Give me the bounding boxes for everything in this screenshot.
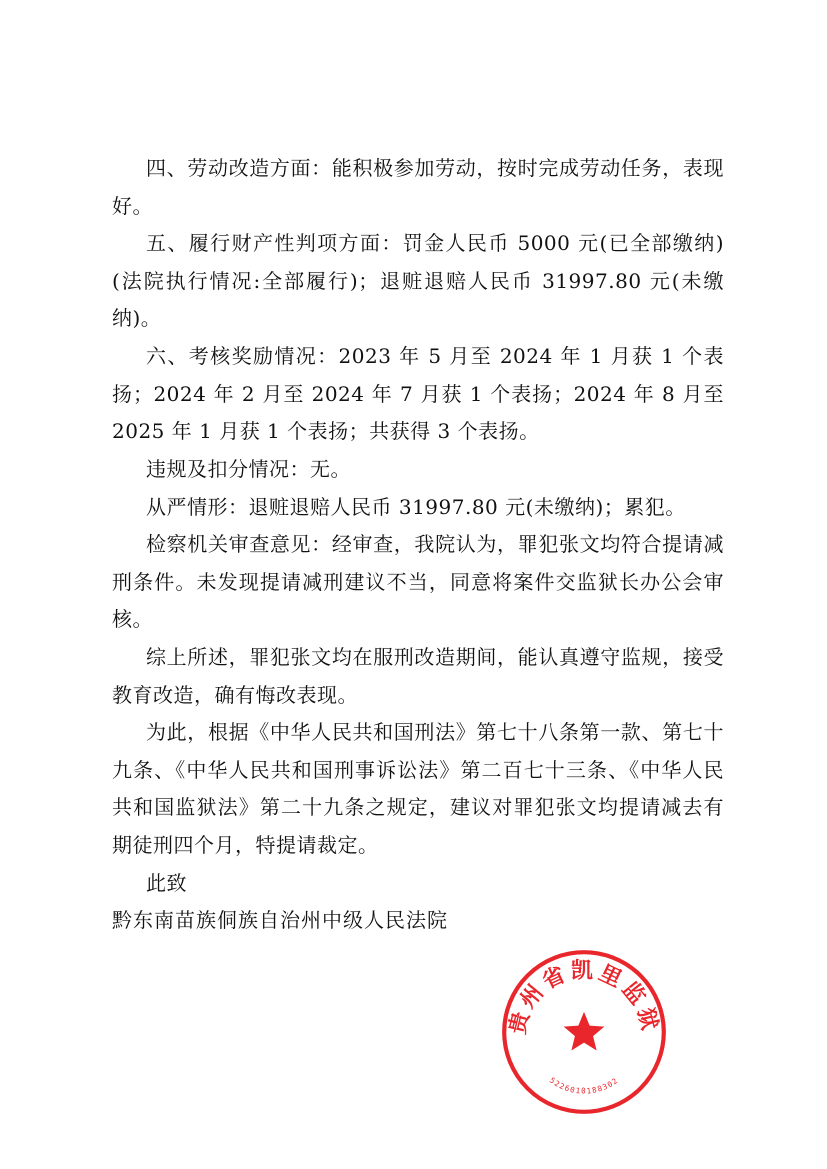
paragraph-aggravating: 从严情形：退赃退赔人民币 31997.80 元(未缴纳)；累犯。 xyxy=(146,495,686,519)
paragraph-labor: 四、劳动改造方面：能积极参加劳动，按时完成劳动任务，表现好。 xyxy=(112,156,724,218)
paragraph-summary: 综上所述，罪犯张文均在服刑改造期间，能认真遵守监规，接受教育改造，确有悔改表现。 xyxy=(112,645,724,707)
seal-text: 贵州省凯里监狱 xyxy=(505,958,663,1037)
addressee-court: 黔东南苗族侗族自治州中级人民法院 xyxy=(112,908,448,932)
paragraph-violations: 违规及扣分情况：无。 xyxy=(146,457,351,481)
seal-code: 5226010188302 xyxy=(547,1075,621,1096)
paragraph-closing: 此致 xyxy=(146,871,187,895)
paragraph-rewards: 六、考核奖励情况：2023 年 5 月至 2024 年 1 月获 1 个表扬；2024 年 2 月至 2024 年 7 月获 1 个表扬；2024 年 8 月至 2025 年 1 月获 1 个表扬；共获得 3 个表扬。 xyxy=(112,344,724,443)
paragraph-property: 五、履行财产性判项方面：罚金人民币 5000 元(已全部缴纳)(法院执行情况:全部履行)；退赃退赔人民币 31997.80 元(未缴纳)。 xyxy=(112,231,724,330)
paragraph-procuratorate-opinion: 检察机关审查意见：经审查，我院认为，罪犯张文均符合提请减刑条件。未发现提请减刑建议不当，同意将案件交监狱长办公会审核。 xyxy=(112,532,724,631)
star-icon xyxy=(564,1012,605,1051)
paragraph-legal-basis: 为此，根据《中华人民共和国刑法》第七十八条第一款、第七十九条、《中华人民共和国刑事诉讼法》第二百七十三条、《中华人民共和国监狱法》第二十九条之规定，建议对罪犯张文均提请减去有期徒刑四个月，特提请裁定。 xyxy=(112,720,724,857)
official-seal xyxy=(500,948,668,1116)
